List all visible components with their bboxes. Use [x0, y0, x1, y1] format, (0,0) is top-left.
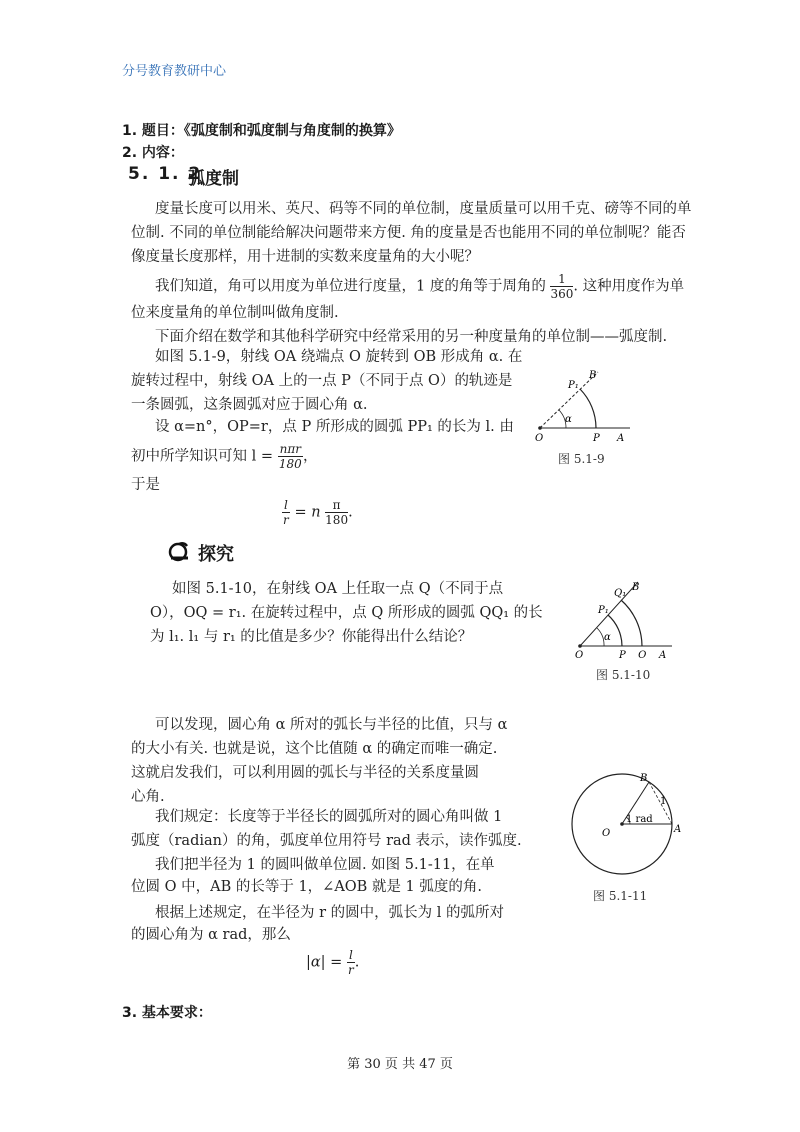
fig3-label-1rad: 1 rad [626, 814, 653, 825]
fraction-numerator: π [325, 498, 348, 513]
para2-text: 我们知道，角可以用度为单位进行度量，1 度的角等于周角的 [155, 278, 546, 295]
fig2-label-P1: P₁ [598, 605, 609, 616]
header-org-name: 分号教育教研中心 [122, 64, 227, 79]
fig2-label-Q1: Q₁ [614, 588, 627, 599]
equation-2 [306, 948, 359, 977]
fig1-label-B: B [589, 370, 597, 381]
fig3-label-O: O [602, 828, 611, 839]
section-title: 弧度制 [188, 169, 239, 189]
figure-5-1-10 [570, 578, 680, 658]
fig2-label-B: B [632, 582, 640, 593]
fig2-label-Q: Q [638, 650, 647, 658]
fraction-numerator: l [348, 948, 353, 962]
figure-5-1-9 [530, 362, 640, 442]
item-requirements: 3. 基本要求： [122, 1005, 212, 1021]
para1-line2: 位制. 不同的单位制能给解决问题带来方便. 角的度量是否也能用不同的单位制呢？能否 [131, 225, 686, 241]
para6: 于是 [131, 477, 160, 493]
fig2-label-O: O [575, 650, 584, 658]
para2-text-end: . 这种用度作为单 [573, 278, 685, 295]
fraction-denominator: r [347, 963, 354, 977]
eq2-lhs: |α| = [306, 954, 343, 971]
fraction-numerator: 1 [550, 272, 573, 287]
fraction-numerator: l [284, 498, 288, 512]
explore-icon [168, 540, 194, 562]
fig1-label-A: A [617, 433, 625, 442]
fraction-denominator: 180 [278, 457, 302, 471]
explore-title: 探究 [198, 544, 234, 565]
para1-line3: 像度量长度那样，用十进制的实数来度量角的大小呢？ [131, 249, 479, 265]
eq1-rhs-fraction [325, 498, 348, 527]
fig1-label-O: O [535, 433, 544, 442]
item-title: 1. 题目：《弧度制和弧度制与角度制的换算》 [122, 123, 401, 139]
fraction-npir-180 [278, 442, 303, 471]
para1-line1: 度量长度可以用米、英尺、码等不同的单位制，度量质量可以用千克、磅等不同的单 [155, 201, 692, 217]
fig1-label-P: P [593, 433, 600, 442]
eq2-end: . [354, 954, 360, 971]
fig3-caption: 图 5.1-11 [593, 889, 648, 903]
equation-1 [282, 498, 353, 527]
para9-line1: 我们把半径为 1 的圆叫做单位圆. 如图 5.1-11，在单 [155, 857, 495, 873]
fig2-caption: 图 5.1-10 [596, 668, 651, 682]
para5-text-end: ， [302, 448, 318, 465]
fraction-denominator: 180 [325, 513, 349, 527]
para9-line2: 位圆 O 中，AB 的长等于 1，∠AOB 就是 1 弧度的角. [131, 879, 483, 895]
para7-line2: 的大小有关. 也就是说，这个比值随 α 的确定而唯一确定. [131, 741, 498, 757]
para4-line1: 如图 5.1-9，射线 OA 绕端点 O 旋转到 OB 形成角 α. 在 [155, 349, 523, 365]
para5-line2 [131, 442, 317, 471]
fraction-1-360 [550, 272, 573, 301]
para5-line1: 设 α=n°，OP=r，点 P 所形成的圆弧 PP₁ 的长为 l. 由 [155, 419, 514, 435]
eq1-lhs-fraction [282, 498, 290, 527]
fig2-label-P: P [619, 650, 626, 658]
fig2-label-alpha: α [604, 632, 611, 643]
para2-line2: 位来度量角的单位制叫做角度制. [131, 305, 339, 321]
para7-line1: 可以发现，圆心角 α 所对的弧长与半径的比值，只与 α [155, 717, 508, 733]
para3: 下面介绍在数学和其他科学研究中经常采用的另一种度量角的单位制——弧度制. [155, 329, 668, 345]
section-number: 5. 1. 2 [128, 164, 203, 184]
para4-line3: 一条圆弧，这条圆弧对应于圆心角 α. [131, 397, 368, 413]
para7-line3: 这就启发我们，可以利用圆的弧长与半径的关系度量圆 [131, 765, 479, 781]
para7-line4: 心角. [131, 789, 165, 805]
page-footer: 第 30 页 共 47 页 [347, 1057, 453, 1072]
para10-line1: 根据上述规定，在半径为 r 的圆中，弧长为 l 的弧所对 [155, 905, 505, 921]
fraction-numerator: nπr [279, 442, 301, 456]
eq1-mid: = n [294, 504, 321, 521]
explore-line2: O），OQ = r₁. 在旋转过程中，点 Q 所形成的圆弧 QQ₁ 的长 [150, 605, 543, 621]
fraction-denominator: 360 [550, 287, 574, 301]
fig3-label-1: 1 [660, 796, 667, 807]
figure-5-1-11 [560, 768, 684, 878]
item-content: 2. 内容： [122, 145, 184, 161]
fig1-label-alpha: α [565, 414, 572, 425]
fraction-denominator: r [283, 513, 289, 527]
fig3-label-B: B [640, 773, 648, 784]
eq1-end: . [348, 504, 353, 521]
para2-line1 [155, 272, 684, 301]
explore-line3: 为 l₁. l₁ 与 r₁ 的比值是多少？你能得出什么结论？ [150, 629, 473, 645]
para5-text: 初中所学知识可知 l = [131, 448, 274, 465]
fig3-label-A: A [674, 824, 682, 835]
para4-line2: 旋转过程中，射线 OA 上的一点 P（不同于点 O）的轨迹是 [131, 373, 513, 389]
fig2-label-A: A [659, 650, 667, 658]
explore-line1: 如图 5.1-10，在射线 OA 上任取一点 Q（不同于点 [172, 581, 504, 597]
fig1-caption: 图 5.1-9 [558, 452, 605, 466]
eq2-fraction [347, 948, 355, 977]
fig1-label-P1: P₁ [568, 380, 579, 391]
para8-line2: 弧度（radian）的角，弧度单位用符号 rad 表示，读作弧度. [131, 833, 522, 849]
para8-line1: 我们规定：长度等于半径长的圆弧所对的圆心角叫做 1 [155, 809, 503, 825]
para10-line2: 的圆心角为 α rad，那么 [131, 927, 291, 943]
